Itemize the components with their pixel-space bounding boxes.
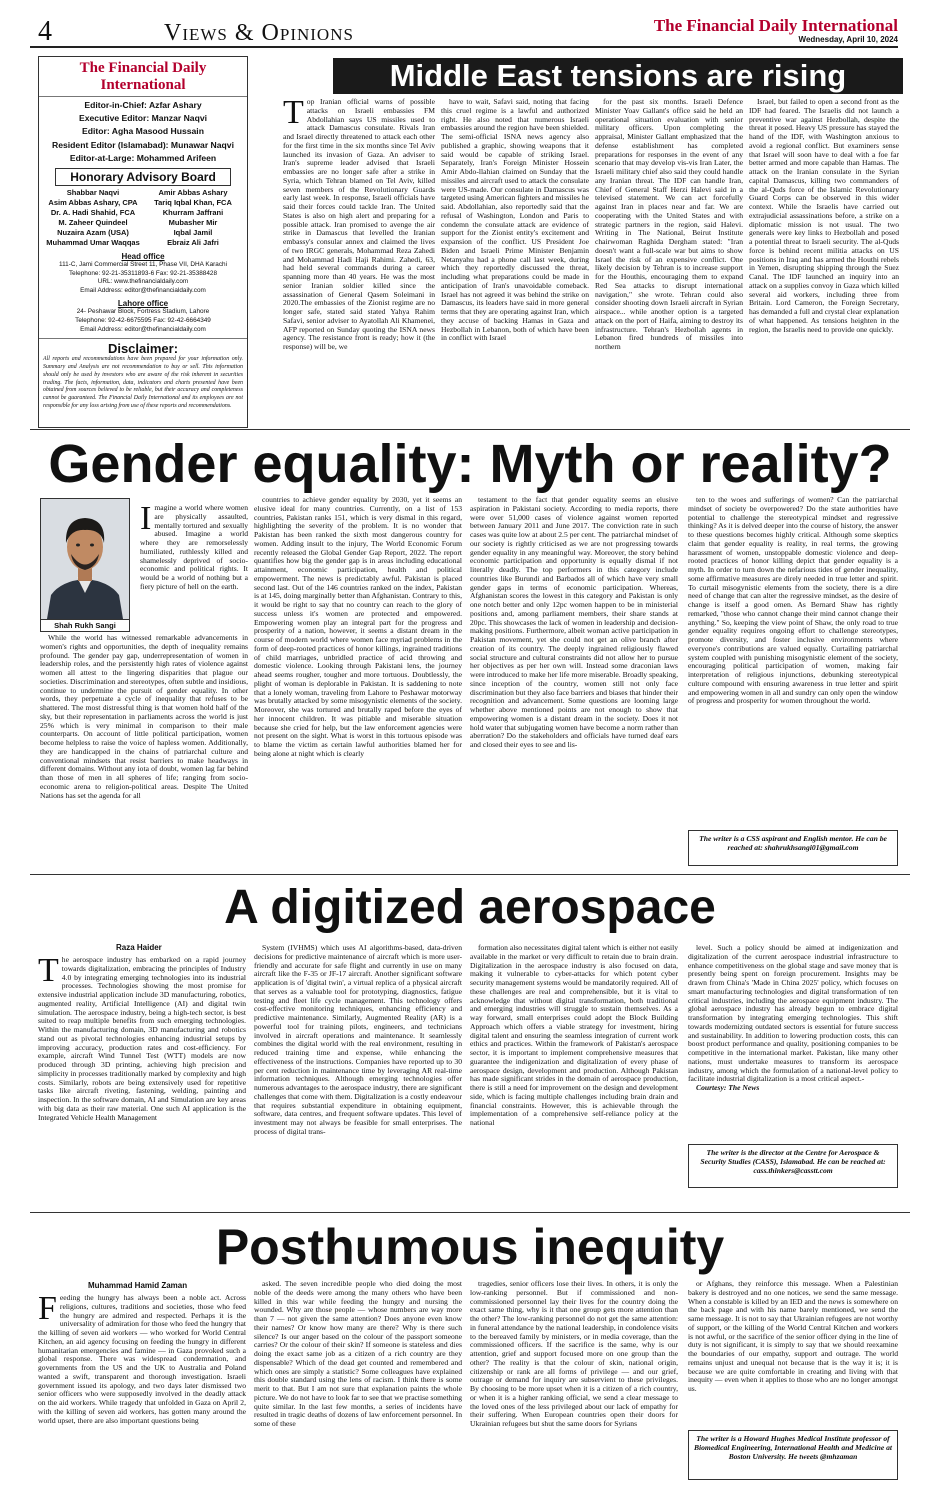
article-text: op Iranian official warns of possible attacks on Israeli embassies FM Abdollahian says US missiles used to attack Damascus consulate. Rivals Iran and Israel directly threatened to attack each other for the first time in the six months since Tel Aviv launched its invasion of Gaza. An adviser to Iran's supreme leader advised that Israeli embassies are no longer safe after a strike in Syria, which Tehran blamed on Tel Aviv, killed seven members of the Revolutionary Guards early last week. In response, Israeli officials have said their forces could tackle Iran. The United States is also on high alert and preparing for a possible attack. Iran promised to avenge the air strike in Damascus that levelled the Iranian embassy's consular annex and claimed the lives of two IRGC generals, Mohammad Reza Zahedi and Mohammad Hadi Haji Rahimi. Zahedi, 63, had held several commands during a career spanning more than 40 years. He was the most senior Iranian soldier killed since the assassination of General Qasem Soleimani in 2020.The embassies of the Zionist regime are no longer safe, stated said stated Yahya Rahim Safavi, senior adviser to Ayatollah Ali Khamenei, AFP reported on Sunday quoting the ISNA news agency. The resistance front is ready; how it (the response) will be, we bbox=[283, 98, 435, 351]
article2-column-2 bbox=[254, 496, 462, 868]
page-header bbox=[30, 14, 898, 48]
page-number: 4 bbox=[38, 16, 52, 47]
office-url: URL: www.thefinancialdaily.com bbox=[97, 278, 189, 286]
author-byline: Raza Haider bbox=[116, 943, 162, 952]
author-byline: Muhammad Hamid Zaman bbox=[88, 1281, 188, 1290]
article-text: magine a world where women are physically assaulted, mentally tortured and sexually abused. Imagine a world where they are remorselessly humiliated, ruthlessly killed and shamelessly deprived of socio-economic and political rights. It would be a world of nothing but a fiery picture of hell on the earth. bbox=[140, 504, 248, 591]
writer-note-box: The writer is a CSS aspirant and English mentor. He can be reached at: shahrukhsangi01@gmail.com bbox=[688, 830, 898, 866]
office-phone: Telephone: 92-21-35311893-6 Fax: 92-21-35388428 bbox=[68, 269, 218, 277]
board-member: Shabbar Naqvi bbox=[66, 188, 120, 198]
masthead-name: The Financial Daily International bbox=[653, 16, 898, 35]
advisory-board bbox=[39, 188, 247, 248]
disclaimer-text: All reports and recommendations have been prepared for your information only. Summary and Analysis are not recommendation to buy or sell. This information should only be used by investors who are aware of the risk inherent in securities trading. The facts, information, data, indicators and charts presented have been obtained from sources believed to be reliable, but their accuracy and completeness cannot be guaranteed. The Financial Daily International and its employees are not responsible for any loss arising from use of these reports and recommendations. bbox=[43, 356, 243, 409]
author-portrait-icon bbox=[41, 499, 129, 619]
staff-line: Resident Editor (Islamabad): Munawar Naqvi bbox=[52, 139, 234, 150]
dropcap: I bbox=[140, 504, 152, 537]
section-title: Views & Opinions bbox=[164, 20, 354, 46]
article-text: ten to the woes and sufferings of women? Can the patriarchal mindset of society be overpowered? Do the state authorities have potential to challenge the stereotypical mindset and regressive thinking? As it is delved deeper into the course of history, the answer to these questions becomes highly critical. Although some skeptics claim that gender equality is reality, in real terms, the growing harassment of women, unstoppable domestic violence and deep-rooted practices of honor killing depict that gender equality is a myth. In order to turn down the nefarious tides of gender inequality, some affirmative measures are direly needed in true letter and spirit. To curtail misogynistic elements from the society, there is a dire need of change that can alter the regressive mindset, as the desire of change is itself a good omen. As Bernard Shaw has rightly remarked, "those who cannot change their mind cannot change their anything." So, keeping the view point of Shaw, the only road to true gender equality requires ongoing effort to challenge stereotypes, promote diversity, and foster inclusive environments where everyone's contributions are valued equally. Curtailing patriarchal system coupled with punishing misogynistic element of the society, encouraging political participation of women, making fair interpretation of religious injunctions, debunking stereotypical culture compound with ensuring awareness in true letter and spirit and empowering women in all and sundry can only open the window of progress and prosperity for women throughout the world. bbox=[688, 496, 898, 706]
article1-column-1 bbox=[283, 98, 435, 424]
board-member: Asim Abbas Ashary, CPA bbox=[48, 198, 138, 208]
board-member: Amir Abbas Ashary bbox=[158, 188, 228, 198]
article-text: formation also necessitates digital talent which is either not easily available in the market or very difficult to retain due to brain drain. Digitalization in the aerospace industry is also focused on data, making it vulnerable to cyber-attacks for which potent cyber security management systems would be mandatorily required. All of these challenges are real and comprehensible, but it is vital to acknowledge that without digital transformation, both traditional and emerging industries will struggle to sustain themselves. As a way forward, small enterprises could adopt the Block Building Approach which offers a viable strategy for investment, hiring digital talent and ensuring the seamless integration of current work ethics and practices. Within the framework of Pakistan's aerospace sector, it is important to implement comprehensive measures that guarantee the indigenization and digitalization of every phase of aerospace design, development and production. Although Pakistan has made significant strides in the domain of aerospace production, there is still a need for improvement on the design and development side, which is facing multiple challenges including brain drain and financial constraints. However, this is achievable through the implementation of a comprehensive self-reliance policy at the national bbox=[470, 944, 678, 1127]
article-text: Israel, but failed to open a second front as the IDF had feared. The Israelis did not launch a preventive war against Hezbollah, despite the threat it posed. Heavy US pressure has stayed the hand of the IDF, with Washington anxious to avoid a regional conflict. But examiners sense that Israel will soon have to deal with a foe far better armed and more capable than Hamas. The attack on the Iranian consulate in the Syrian capital Damascus, killing two commanders of the al-Quds force of the Islamic Revolutionary Guard Corps can be observed in this wider context. While the Israelis have carried out extrajudicial assassinations before, a strike on a diplomatic mission is not usual. The two generals were key links to Hezbollah and posed a potential threat to Israeli security. The al-Quds force is behind recent militia attacks on US positions in Iraq and has armed the Houthi rebels in Yemen, disrupting shipping through the Suez Canal. The IDF launched an inquiry into an attack on a supplies convoy in Gaza which killed several aid workers, including three from Britain. Lord Cameron, the Foreign Secretary, has demanded a full and crystal clear explanation of what happened. As tensions heighten in the region, the Israelis need to provide one quickly. bbox=[749, 98, 899, 334]
disclaimer-title: Disclaimer: bbox=[39, 338, 247, 356]
section-divider bbox=[30, 1212, 910, 1213]
advisory-board-left bbox=[45, 188, 141, 248]
staff-line: Editor-at-Large: Mohammed Arifeen bbox=[69, 152, 217, 163]
article3-column-1 bbox=[38, 956, 246, 1206]
article3-column-3 bbox=[470, 944, 678, 1206]
article-text: While the world has witnessed remarkable advancements in women's rights and opportunities, the depth of inequality remains profound. The gender pay gap, underrepresentation of women in leadership roles, and the persistently high rates of violence against women all attest to the lingering disparities that plague our societies. Discrimination and stereotypes, often subtle and insidious, continue to undermine the pursuit of gender equality. In other words, they perpetuate a cycle of inequality that refuses to be shattered. The most distressful thing is that women hold half of the sky, but their representation in parliaments across the world is just 25% which is very minimal in comparison to their male counterparts. On account of little political participation, women become helpless to raise the voice of hapless women. Additionally, they are handicapped in the chains of patriarchal culture and conventional mindsets that resist barriers to make headways in different domains. Without any iota of doubt, women lag far behind than those of men in all spheres of life; ranging from socio-economic arena to religion-political areas. Despite The United Nations has set the agenda for all bbox=[40, 634, 248, 800]
board-member: M. Zaheer Quindeel bbox=[58, 218, 128, 228]
article4-column-4 bbox=[688, 1280, 898, 1422]
dropcap: T bbox=[283, 98, 304, 131]
advisory-board-title: Honorary Advisory Board bbox=[55, 168, 231, 186]
article-text: countries to achieve gender equality by 2030, yet it seems an elusive ideal for many countries. Currently, on a list of 153 countries, Pakistan ranks 151, which is very dismal in this regard, highlighting the severity of the problem. It is no wonder that Pakistan has been ranked the sixth most dangerous country for women. Adding insult to the injury, The World Economic Forum recently released the Global Gender Gap Report, 2022. The report quantifies how big the gender gap is in areas including educational attainment, economic participation, health and political empowerment. The news is predictably awful. Pakistan is placed second last. Out of the 146 countries ranked on the index, Pakistan is at 145, doing marginally better than Afghanistan. Contrary to this, it would be right to say that no country can reach to the glory of success unless it's women are protected and empowered. Empowering women play an integral part for the progress and prosperity of a nation, however, it seems a distant dream in the course of modern world where women face myriad problems in the form of deep-rooted practices of honor killings, ingrained traditions of child marriages, unbridled practice of acid throwing and domestic violence. Looking through Pakistani lens, the journey ahead seems rougher, tougher and more tortuous. Doubtlessly, the plight of woman is deplorable in Pakistan. It is saddening to note that a lonely woman, traveling from Lahore to Peshawar motorway was brutally attacked by some misogynistic elements of the society. Moreover, she was tortured and brutally raped before the eyes of her innocent children. It was pitiable and miserable situation because she cried for help, but the law enforcement agencies were not present on the sight. What is worst in this tortuous episode was to blame the victim as certain lawful authorities blamed her for being alone at night which is clearly bbox=[254, 496, 462, 758]
headline-middle-east: Middle East tensions are rising bbox=[333, 58, 903, 94]
article2-column-1 bbox=[40, 634, 248, 868]
staff-line: Editor-in-Chief: Azfar Ashary bbox=[84, 100, 202, 110]
writer-note-box: The writer is a Howard Hughes Medical Institute professor of Biomedical Engineering, International Health and Medicine at Boston University. He tweets @mhzaman bbox=[688, 1430, 898, 1480]
courtesy-line: Courtesy: The News bbox=[696, 1083, 760, 1092]
article4-column-2 bbox=[254, 1280, 462, 1482]
article1-column-4 bbox=[749, 98, 899, 424]
staff-line: Editor: Agha Masood Hussain bbox=[82, 126, 204, 137]
section-divider bbox=[30, 429, 910, 430]
head-office-title: Head office bbox=[121, 252, 165, 262]
staff-line: Executive Editor: Manzar Naqvi bbox=[79, 113, 207, 124]
board-member: Iqbal Jamil bbox=[173, 228, 213, 238]
article-text: or Afghans, they reinforce this message. When a Palestinian bakery is destroyed and no one notices, we send the same message. When a constable is killed by an IED and the news is somewhere on the back page and with his name barely mentioned, we send the same message. It is not to say that Ukrainian refugees are not worthy of support, or the killing of the World Central Kitchen and workers is not awful, or the sacrifice of the senior officer dying in the line of duty is not significant, it is simply to say that we should reexamine the boundaries of our empathy, support and outrage. The world remains unjust and unequal not because that is the way it is; it is because we are quite comfortable in creating and living with that inequity — even when it applies to those who are no longer amongst us. bbox=[688, 1280, 898, 1393]
infobox-paper-name: The Financial Daily International bbox=[39, 57, 247, 97]
author-photo-caption: Shah Rukh Sangi bbox=[41, 619, 129, 631]
board-member: Khurram Jaffrani bbox=[162, 208, 224, 218]
dropcap: F bbox=[38, 1294, 57, 1327]
article-text: he aerospace industry has embarked on a rapid journey towards digitalization, embracing the principles of Industry 4.0 by integrating emerging technologies into its industrial processes. Technologies showing the most promise for extensive industrial application include 3D manufacturing, robotics, augmented reality, Artificial Intelligence (AI) and digital twin simulation. The aerospace industry, being a high-tech sector, is best suited to reap multiple benefits from such emerging technologies. Within the manufacturing domain, 3D manufacturing and robotics stand out as pivotal technologies enhancing industrial setups by improving accuracy, production rates and cost-efficiency. For example, aircraft Wind Tunnel Test (WTT) models are now produced through 3D printing, achieving high precision and simplicity in processes traditionally marked by complexity and high costs. Similarly, robots are being extensively used for repetitive tasks like aircraft riveting, fastening, welding, painting and inspection. In the software domain, AI and Simulation are key areas with big data as their raw material. One such AI application is the Integrated Vehicle Health Management bbox=[38, 956, 246, 1122]
article4-column-1 bbox=[38, 1294, 246, 1482]
board-member: Ebraiz Ali Jafri bbox=[167, 238, 219, 248]
headline-gender-equality: Gender equality: Myth or reality? bbox=[48, 434, 892, 494]
article2-column-4 bbox=[688, 496, 898, 818]
headline-digitized-aerospace: A digitized aerospace bbox=[224, 881, 716, 934]
author-photo bbox=[40, 498, 130, 632]
board-member: Nuzaira Azam (USA) bbox=[57, 228, 129, 238]
article3-column-4 bbox=[688, 944, 898, 1140]
article2-column-3 bbox=[470, 496, 678, 868]
office-email: Email Address: editor@thefinancialdaily.com bbox=[80, 325, 206, 333]
board-member: Mubasher Mir bbox=[168, 218, 218, 228]
article1-column-2 bbox=[441, 98, 589, 424]
article-text: System (IVHMS) which uses AI algorithms-based, data-driven decisions for predictive maintenance of aircraft which is more user-friendly and accurate for safe flight and currently in use on many aircraft like the F-35 or JF-17 aircraft. Another significant software application is of 'digital twin', a virtual replica of a physical aircraft that serves as a valuable tool for prototyping, diagnostics, fatigue testing and fleet life cycle management. This technology offers cost-effective monitoring techniques, enhancing efficiency and predictive maintenance. Similarly, Augmented Reality (AR) is a powerful tool for training pilots, engineers, and technicians involved in aircraft operations and maintenance. It seamlessly combines the digital world with the real environment, resulting in reduced training time and expense, while enhancing the effectiveness of the instructions. Companies have reported up to 30 per cent reduction in maintenance time by leveraging AR real-time information techniques. Although emerging technologies offer numerous advantages to the aerospace industry, there are significant challenges that come with them. Digitalization is a costly endeavour that requires substantial expenditure in obtaining equipment, software, data centres, and frequent software updates. This level of investment may not always be feasible for small enterprises. The process of digital trans- bbox=[254, 944, 462, 1136]
section-divider bbox=[30, 874, 910, 875]
editorial-infobox bbox=[38, 56, 248, 428]
office-address: 24- Peshawar Block, Fortress Stadium, Lahore bbox=[76, 308, 210, 316]
article-text: for the past six months. Israeli Defence Minister Yoav Gallant's office said he held an operational situation evaluation with senior military officers. Upon completing the appraisal, Minister Gallant emphasized that the defense establishment has completed preparations for responses in the event of any scenario that may develop vis-vis Iran Later, the Israeli military chief also said they could handle any Iranian threat. The IDF can handle Iran, Chief of General Staff Herzi Halevi said in a televised statement. We can act forcefully against Iran in places near and far. We are cooperating with the United States and with strategic partners in the region, said Halevi. Writing in The National, Beirut Institute chairwoman Raghida Dergham stated: "Iran doesn't want a full-scale war but aims to show Israel the risk of an expensive conflict. One likely decision by Tehran is to increase support for the Houthis, encouraging them to expand Red Sea attacks to disrupt international navigation," she wrote. Tehran could also consider shooting down Israeli aircraft in Syrian airspace... while another option is a targeted attack on the port of Haifa, aiming to destroy its infrastructure. Tehran's Hezbollah agents in Lebanon fired hundreds of missiles into northern bbox=[595, 98, 743, 351]
board-member: Tariq Iqbal Khan, FCA bbox=[154, 198, 232, 208]
article1-column-3 bbox=[595, 98, 743, 424]
dropcap: T bbox=[38, 956, 59, 989]
article-text: have to wait, Safavi said, noting that facing this cruel regime is a lawful and authorized right. He also noted that numerous Israeli embassies around the region have been shielded. The semi-official ISNA news agency also published a graphic, showing weapons that it said would be capable of striking Israel. Separately, Iran's Foreign Minister Hossein Amir Abdo-llahian claimed on Sunday that the missiles and aircraft used to attack the consulate were US-made. Our consulate in Damascus was targeted using American fighters and missiles he said. Abdollahian, also reportedly said that the refusal of Washington, London and Paris to condemn the consulate attack are evidence of support for the Zionist entity's excitement and expansion of the conflict. US President Joe Biden and Israeli Prime Minister Benjamin Netanyahu had a phone call last week, during which they reportedly discussed the threat, including what preparations could be made in anticipation of Iran's unavoidable comeback. Israel has not agreed it was behind the strike on Damascus, its leaders have said in more general terms that they are operating against Iran, which they accuse of backing Hamas in Gaza and Hezbollah in Lebanon, both of which have been in conflict with Israel bbox=[441, 98, 589, 343]
article-text: eeding the hungry has always been a noble act. Across religions, cultures, traditions and societies, those who feed the hungry are admired and respected. Perhaps it is the universality of admiration for those who feed the hungry that the killing of seven aid workers — who worked for World Central Kitchen, an aid agency focusing on feeding the hungry in different humanitarian emergencies and famine — in Gaza provoked such a global response. There was widespread condemnation, and governments from the US and the UK to Australia and Poland wanted a swift, transparent and thorough investigation. Israeli government issued its apology, and two days later dismissed two senior officers who were supposedly involved in the deadly attack on the aid workers. While tragedy that unfolded in Gaza on April 2, with the killing of seven aid workers, has gotten many around the world upset, there are also important questions being bbox=[38, 1294, 246, 1425]
office-phone: Telephone: 92-42-6675595 Fax: 92-42-6664349 bbox=[75, 316, 211, 324]
board-member: Dr. A. Hadi Shahid, FCA bbox=[50, 208, 136, 218]
headline-posthumous-inequity: Posthumous inequity bbox=[215, 1219, 725, 1275]
board-member: Muhammad Umar Waqqas bbox=[46, 238, 140, 248]
office-email: Email Address: editor@thefinancialdaily.com bbox=[80, 286, 206, 294]
advisory-board-right bbox=[145, 188, 241, 248]
article2-column-1-intro bbox=[140, 504, 248, 634]
article-text: asked. The seven incredible people who died doing the most noble of the deeds were among the many others who have been killed in this war while feeding the hungry and nursing the wounded. Why are those people — whose numbers are way more than 7 — not given the same attention? Does anyone even know their names? Or know how many are there? Why is there such silence? Is our anger based on the colour of the passport someone carries? Or the colour of their skin? If someone is stateless and dies doing the exact same job as a citizen of a rich country are they dispensable? Which of the dead get counted and remembered and which ones are simply a statistic? Some colleagues have explained this double standard using the lens of racism. I think there is some merit to that. But I am not sure that explanation paints the whole picture. We do not have to look far to see that we practise something quite similar. In the last few months, a series of incidents have resulted in tragic deaths of dozens of law enforcement personnel. In some of these bbox=[254, 1280, 462, 1428]
lahore-office-title: Lahore office bbox=[117, 299, 169, 309]
office-address: 111-C, Jami Commercial Street 11, Phase VII, DHA Karachi bbox=[59, 261, 227, 269]
article3-column-2 bbox=[254, 944, 462, 1206]
article-text: tragedies, senior officers lose their lives. In others, it is only the low-ranking personnel. But if commissioned and non-commissioned personnel lay their lives for the country doing the exact same thing, why is it that one group gets more attention than the other? The low-ranking personnel do not get the same attention: in funeral attendance by the national leadership, in condolence visits to the bereaved family by ministers, or in media coverage, than the commissioned officers. If the sacrifice is the same, why is our attention, grief and support focused more on one group than the other? The reality is that the colour of skin, national origin, citizenship or rank are all forms of privilege — and our grief, outrage or demand for inquiry are subservient to these privileges. By choosing to be more upset when it is a citizen of a rich country, or when it is a higher ranking official, we send a clear message to the loved ones of the less privileged about our lack of empathy for their suffering. When European countries open their doors for Ukrainian refugees but shut the same doors for Syrians bbox=[470, 1280, 678, 1428]
issue-date: Wednesday, April 10, 2024 bbox=[798, 35, 898, 44]
writer-note-box: The writer is the director at the Centre for Aerospace & Security Studies (CASS), Islamabad. He can be reached at: cass.thinkers@casstt.com bbox=[688, 1144, 898, 1188]
article-text: level. Such a policy should be aimed at indigenization and digitalization of the current aerospace industrial infrastructure to enhance competitiveness on the global stage and save money that is presently being spent on foreign procurement. Insights may be drawn from China's 'Made in China 2025' policy, which focuses on smart manufacturing technologies and digital transformation of ten critical industries, including the aerospace equipment industry. The global aerospace industry has already begun to embrace digital transformation by integrating emerging technologies. This shift towards modernizing outdated sectors is essential for future success and sustainability. In addition to lowering production costs, this can boost product performance and quality, positioning companies to be competitive in the international market. Pakistan, like many other nations, must undertake measures to transform its aerospace industry, among which the formulation of a national-level policy to facilitate industrial digitalization is a most critical aspect.- bbox=[688, 944, 898, 1084]
article-text: testament to the fact that gender equality seems an elusive aspiration in Pakistani society. According to media reports, there were over 51,000 cases of violence against women reported between January 2011 and June 2017. The conviction rate in such cases was quite low at about 2.5 per cent. The patriarchal mindset of our society is rightly criticised as we are not progressing towards gender equality in any meaningful way. Moreover, the story behind economic participation and opportunity is equally dismal if not literally deadly. The top performers in this category include countries like Burundi and Barbados all of which have very small gender gaps in terms of economic participation. Whereas, Afghanistan scores the lowest in this category and Pakistan is only one notch better and only 12pc women happen to be in ministerial positions and, among parliament members, their share stands at 20pc. This showcases the lack of women in leadership and decision-making positions. Furthermore, albeit woman active participation in Pakistan movement, yet she could not get an olive branch after creation of its country. The deeply ingrained religiously flawed social structure and cultural constraints did not allow her to pursue her objectives as per her own will. Instead some draconian laws were introduced to make her life more miserable. Broadly speaking, since inception of the country, women still not only face discrimination but they also face barriers and biases that hinder their recognition and advancement. Some questions are looming large whether above mentioned points are not enough to show that empowering women is a distant dream in the society. Does it not hold water that subjugating women have become a norm rather than aberration? Do the stakeholders and officials have turned deaf ears and closed their eyes to see and lis- bbox=[470, 496, 678, 749]
article4-column-3 bbox=[470, 1280, 678, 1482]
